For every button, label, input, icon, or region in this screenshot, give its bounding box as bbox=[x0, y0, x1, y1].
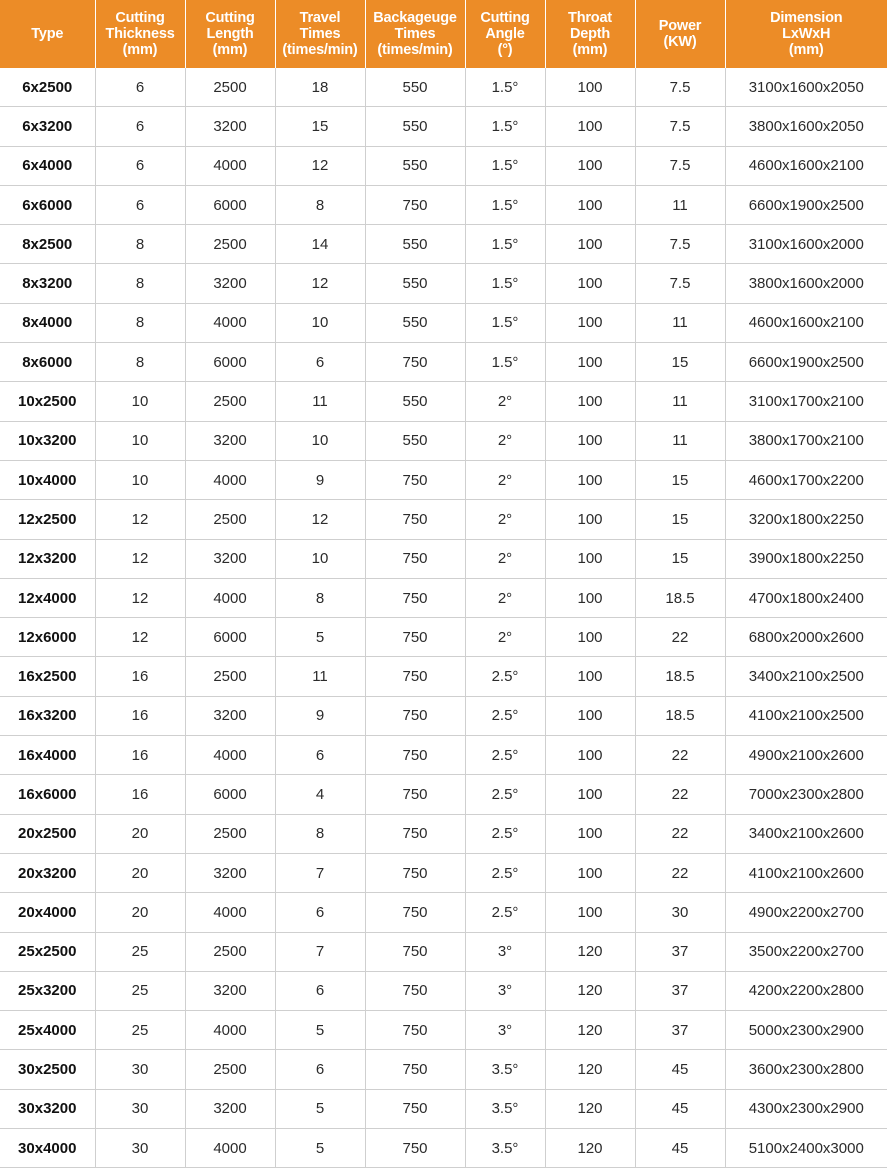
cell-backgauge-times: 750 bbox=[365, 814, 465, 853]
table-header bbox=[0, 0, 887, 68]
cell-power: 22 bbox=[635, 853, 725, 892]
cell-dimension: 4600x1600x2100 bbox=[725, 303, 887, 342]
cell-throat-depth: 100 bbox=[545, 107, 635, 146]
cell-cutting-length: 4000 bbox=[185, 893, 275, 932]
cell-type: 12x2500 bbox=[0, 500, 95, 539]
cell-type: 25x3200 bbox=[0, 971, 95, 1010]
cell-cutting-length: 2500 bbox=[185, 1050, 275, 1089]
cell-cutting-length: 6000 bbox=[185, 618, 275, 657]
cell-type: 6x6000 bbox=[0, 185, 95, 224]
header-cutting-length: Cutting Length (mm) bbox=[185, 0, 275, 68]
cell-travel-times: 9 bbox=[275, 460, 365, 499]
cell-cutting-length: 4000 bbox=[185, 1129, 275, 1168]
cell-cutting-angle: 1.5° bbox=[465, 343, 545, 382]
table-row bbox=[0, 1089, 887, 1128]
cell-type: 10x4000 bbox=[0, 460, 95, 499]
cell-backgauge-times: 550 bbox=[365, 68, 465, 107]
cell-travel-times: 15 bbox=[275, 107, 365, 146]
cell-throat-depth: 120 bbox=[545, 1011, 635, 1050]
table-row bbox=[0, 421, 887, 460]
table-row bbox=[0, 107, 887, 146]
cell-cutting-thickness: 25 bbox=[95, 1011, 185, 1050]
cell-dimension: 4600x1600x2100 bbox=[725, 146, 887, 185]
cell-travel-times: 12 bbox=[275, 500, 365, 539]
cell-power: 18.5 bbox=[635, 578, 725, 617]
cell-backgauge-times: 550 bbox=[365, 107, 465, 146]
cell-type: 25x2500 bbox=[0, 932, 95, 971]
cell-cutting-length: 4000 bbox=[185, 578, 275, 617]
cell-cutting-length: 3200 bbox=[185, 421, 275, 460]
cell-cutting-thickness: 6 bbox=[95, 107, 185, 146]
cell-cutting-angle: 2.5° bbox=[465, 696, 545, 735]
cell-cutting-thickness: 6 bbox=[95, 146, 185, 185]
cell-power: 7.5 bbox=[635, 146, 725, 185]
cell-cutting-thickness: 12 bbox=[95, 539, 185, 578]
cell-travel-times: 10 bbox=[275, 539, 365, 578]
cell-throat-depth: 100 bbox=[545, 657, 635, 696]
cell-dimension: 4300x2300x2900 bbox=[725, 1089, 887, 1128]
cell-cutting-thickness: 10 bbox=[95, 460, 185, 499]
table-row bbox=[0, 264, 887, 303]
cell-type: 30x2500 bbox=[0, 1050, 95, 1089]
cell-dimension: 3500x2200x2700 bbox=[725, 932, 887, 971]
cell-cutting-angle: 3.5° bbox=[465, 1050, 545, 1089]
header-travel-times: Travel Times (times/min) bbox=[275, 0, 365, 68]
cell-power: 11 bbox=[635, 303, 725, 342]
table-row bbox=[0, 382, 887, 421]
cell-throat-depth: 100 bbox=[545, 893, 635, 932]
cell-travel-times: 12 bbox=[275, 146, 365, 185]
cell-backgauge-times: 550 bbox=[365, 264, 465, 303]
cell-type: 30x4000 bbox=[0, 1129, 95, 1168]
cell-throat-depth: 100 bbox=[545, 146, 635, 185]
header-cutting-angle: Cutting Angle (°) bbox=[465, 0, 545, 68]
cell-cutting-angle: 2° bbox=[465, 618, 545, 657]
cell-throat-depth: 120 bbox=[545, 1050, 635, 1089]
cell-dimension: 7000x2300x2800 bbox=[725, 775, 887, 814]
cell-dimension: 4100x2100x2500 bbox=[725, 696, 887, 735]
cell-backgauge-times: 750 bbox=[365, 1011, 465, 1050]
cell-power: 7.5 bbox=[635, 225, 725, 264]
cell-throat-depth: 100 bbox=[545, 539, 635, 578]
cell-throat-depth: 100 bbox=[545, 736, 635, 775]
cell-backgauge-times: 550 bbox=[365, 146, 465, 185]
cell-type: 16x2500 bbox=[0, 657, 95, 696]
table-row bbox=[0, 1129, 887, 1168]
cell-cutting-length: 2500 bbox=[185, 68, 275, 107]
cell-backgauge-times: 750 bbox=[365, 736, 465, 775]
cell-cutting-thickness: 8 bbox=[95, 225, 185, 264]
cell-cutting-thickness: 6 bbox=[95, 185, 185, 224]
cell-backgauge-times: 750 bbox=[365, 932, 465, 971]
header-throat-depth: Throat Depth (mm) bbox=[545, 0, 635, 68]
cell-dimension: 3100x1600x2000 bbox=[725, 225, 887, 264]
cell-cutting-length: 2500 bbox=[185, 814, 275, 853]
cell-cutting-angle: 1.5° bbox=[465, 264, 545, 303]
table-row bbox=[0, 736, 887, 775]
cell-power: 45 bbox=[635, 1050, 725, 1089]
cell-travel-times: 8 bbox=[275, 185, 365, 224]
cell-type: 8x3200 bbox=[0, 264, 95, 303]
cell-cutting-length: 6000 bbox=[185, 775, 275, 814]
header-dimension: Dimension LxWxH (mm) bbox=[725, 0, 887, 68]
cell-cutting-thickness: 10 bbox=[95, 382, 185, 421]
cell-cutting-thickness: 10 bbox=[95, 421, 185, 460]
cell-cutting-thickness: 8 bbox=[95, 303, 185, 342]
table-row bbox=[0, 893, 887, 932]
cell-cutting-angle: 3° bbox=[465, 932, 545, 971]
cell-backgauge-times: 750 bbox=[365, 618, 465, 657]
cell-travel-times: 5 bbox=[275, 1011, 365, 1050]
cell-dimension: 4900x2200x2700 bbox=[725, 893, 887, 932]
cell-cutting-thickness: 16 bbox=[95, 657, 185, 696]
cell-type: 20x3200 bbox=[0, 853, 95, 892]
cell-throat-depth: 100 bbox=[545, 775, 635, 814]
cell-power: 30 bbox=[635, 893, 725, 932]
cell-power: 11 bbox=[635, 382, 725, 421]
cell-type: 16x3200 bbox=[0, 696, 95, 735]
cell-travel-times: 11 bbox=[275, 382, 365, 421]
cell-cutting-thickness: 30 bbox=[95, 1129, 185, 1168]
cell-throat-depth: 100 bbox=[545, 225, 635, 264]
cell-cutting-length: 4000 bbox=[185, 736, 275, 775]
cell-cutting-angle: 1.5° bbox=[465, 68, 545, 107]
cell-cutting-thickness: 20 bbox=[95, 893, 185, 932]
cell-cutting-length: 2500 bbox=[185, 932, 275, 971]
cell-cutting-thickness: 8 bbox=[95, 343, 185, 382]
cell-dimension: 4100x2100x2600 bbox=[725, 853, 887, 892]
cell-cutting-angle: 1.5° bbox=[465, 303, 545, 342]
cell-throat-depth: 100 bbox=[545, 421, 635, 460]
cell-throat-depth: 100 bbox=[545, 696, 635, 735]
cell-cutting-angle: 1.5° bbox=[465, 185, 545, 224]
cell-backgauge-times: 750 bbox=[365, 1129, 465, 1168]
cell-power: 22 bbox=[635, 814, 725, 853]
table-row bbox=[0, 932, 887, 971]
cell-throat-depth: 100 bbox=[545, 303, 635, 342]
cell-power: 11 bbox=[635, 421, 725, 460]
cell-cutting-length: 6000 bbox=[185, 343, 275, 382]
table-row bbox=[0, 343, 887, 382]
table-row bbox=[0, 500, 887, 539]
cell-travel-times: 10 bbox=[275, 303, 365, 342]
cell-throat-depth: 120 bbox=[545, 1089, 635, 1128]
cell-cutting-length: 3200 bbox=[185, 696, 275, 735]
cell-throat-depth: 100 bbox=[545, 814, 635, 853]
cell-throat-depth: 120 bbox=[545, 971, 635, 1010]
cell-dimension: 3800x1700x2100 bbox=[725, 421, 887, 460]
cell-power: 11 bbox=[635, 185, 725, 224]
table-row bbox=[0, 1011, 887, 1050]
cell-cutting-angle: 2° bbox=[465, 500, 545, 539]
table-row bbox=[0, 618, 887, 657]
cell-cutting-thickness: 16 bbox=[95, 696, 185, 735]
cell-cutting-length: 4000 bbox=[185, 460, 275, 499]
cell-dimension: 3200x1800x2250 bbox=[725, 500, 887, 539]
cell-cutting-angle: 1.5° bbox=[465, 107, 545, 146]
cell-cutting-thickness: 12 bbox=[95, 618, 185, 657]
cell-travel-times: 8 bbox=[275, 814, 365, 853]
cell-throat-depth: 100 bbox=[545, 185, 635, 224]
cell-throat-depth: 100 bbox=[545, 68, 635, 107]
cell-cutting-angle: 3° bbox=[465, 971, 545, 1010]
cell-throat-depth: 100 bbox=[545, 618, 635, 657]
cell-throat-depth: 120 bbox=[545, 932, 635, 971]
cell-backgauge-times: 750 bbox=[365, 1050, 465, 1089]
table-row bbox=[0, 1050, 887, 1089]
cell-type: 20x2500 bbox=[0, 814, 95, 853]
cell-cutting-angle: 2.5° bbox=[465, 853, 545, 892]
cell-cutting-angle: 1.5° bbox=[465, 225, 545, 264]
cell-backgauge-times: 750 bbox=[365, 460, 465, 499]
cell-type: 12x3200 bbox=[0, 539, 95, 578]
cell-power: 22 bbox=[635, 775, 725, 814]
table-row bbox=[0, 539, 887, 578]
header-type: Type bbox=[0, 0, 95, 68]
cell-backgauge-times: 550 bbox=[365, 382, 465, 421]
cell-cutting-thickness: 12 bbox=[95, 578, 185, 617]
cell-backgauge-times: 750 bbox=[365, 657, 465, 696]
cell-cutting-angle: 2° bbox=[465, 460, 545, 499]
cell-power: 37 bbox=[635, 971, 725, 1010]
cell-cutting-length: 3200 bbox=[185, 853, 275, 892]
cell-power: 22 bbox=[635, 736, 725, 775]
cell-type: 12x6000 bbox=[0, 618, 95, 657]
cell-throat-depth: 100 bbox=[545, 578, 635, 617]
cell-cutting-thickness: 12 bbox=[95, 500, 185, 539]
cell-cutting-length: 4000 bbox=[185, 1011, 275, 1050]
cell-backgauge-times: 750 bbox=[365, 893, 465, 932]
table-row bbox=[0, 225, 887, 264]
cell-power: 18.5 bbox=[635, 696, 725, 735]
cell-type: 10x3200 bbox=[0, 421, 95, 460]
cell-dimension: 5100x2400x3000 bbox=[725, 1129, 887, 1168]
cell-throat-depth: 100 bbox=[545, 264, 635, 303]
cell-travel-times: 4 bbox=[275, 775, 365, 814]
cell-backgauge-times: 550 bbox=[365, 421, 465, 460]
header-power: Power (KW) bbox=[635, 0, 725, 68]
cell-throat-depth: 100 bbox=[545, 853, 635, 892]
cell-travel-times: 18 bbox=[275, 68, 365, 107]
table-body bbox=[0, 68, 887, 1168]
cell-throat-depth: 120 bbox=[545, 1129, 635, 1168]
cell-cutting-angle: 2.5° bbox=[465, 814, 545, 853]
cell-throat-depth: 100 bbox=[545, 500, 635, 539]
cell-cutting-length: 2500 bbox=[185, 500, 275, 539]
cell-cutting-length: 2500 bbox=[185, 225, 275, 264]
cell-cutting-length: 3200 bbox=[185, 539, 275, 578]
cell-power: 7.5 bbox=[635, 264, 725, 303]
cell-backgauge-times: 550 bbox=[365, 303, 465, 342]
cell-cutting-angle: 3.5° bbox=[465, 1129, 545, 1168]
cell-dimension: 3900x1800x2250 bbox=[725, 539, 887, 578]
cell-dimension: 3400x2100x2500 bbox=[725, 657, 887, 696]
cell-type: 20x4000 bbox=[0, 893, 95, 932]
cell-power: 18.5 bbox=[635, 657, 725, 696]
table-row bbox=[0, 853, 887, 892]
cell-dimension: 3100x1700x2100 bbox=[725, 382, 887, 421]
cell-cutting-angle: 3.5° bbox=[465, 1089, 545, 1128]
cell-cutting-length: 4000 bbox=[185, 303, 275, 342]
table-row bbox=[0, 657, 887, 696]
cell-travel-times: 8 bbox=[275, 578, 365, 617]
cell-backgauge-times: 750 bbox=[365, 343, 465, 382]
cell-dimension: 3400x2100x2600 bbox=[725, 814, 887, 853]
cell-backgauge-times: 750 bbox=[365, 500, 465, 539]
cell-travel-times: 12 bbox=[275, 264, 365, 303]
cell-cutting-angle: 2.5° bbox=[465, 657, 545, 696]
cell-travel-times: 6 bbox=[275, 736, 365, 775]
cell-travel-times: 5 bbox=[275, 618, 365, 657]
cell-dimension: 4700x1800x2400 bbox=[725, 578, 887, 617]
cell-travel-times: 6 bbox=[275, 971, 365, 1010]
cell-dimension: 5000x2300x2900 bbox=[725, 1011, 887, 1050]
cell-cutting-angle: 2.5° bbox=[465, 736, 545, 775]
cell-power: 15 bbox=[635, 539, 725, 578]
cell-cutting-thickness: 8 bbox=[95, 264, 185, 303]
table-row bbox=[0, 696, 887, 735]
cell-power: 7.5 bbox=[635, 107, 725, 146]
cell-dimension: 4900x2100x2600 bbox=[725, 736, 887, 775]
table-row bbox=[0, 68, 887, 107]
cell-cutting-thickness: 16 bbox=[95, 775, 185, 814]
table-row bbox=[0, 460, 887, 499]
header-row bbox=[0, 0, 887, 68]
cell-travel-times: 6 bbox=[275, 893, 365, 932]
cell-type: 6x2500 bbox=[0, 68, 95, 107]
header-backgauge-times: Backageuge Times (times/min) bbox=[365, 0, 465, 68]
cell-power: 15 bbox=[635, 343, 725, 382]
cell-power: 7.5 bbox=[635, 68, 725, 107]
cell-cutting-thickness: 6 bbox=[95, 68, 185, 107]
cell-dimension: 6600x1900x2500 bbox=[725, 343, 887, 382]
cell-type: 10x2500 bbox=[0, 382, 95, 421]
cell-cutting-thickness: 25 bbox=[95, 971, 185, 1010]
cell-travel-times: 10 bbox=[275, 421, 365, 460]
cell-throat-depth: 100 bbox=[545, 343, 635, 382]
table-row bbox=[0, 814, 887, 853]
cell-cutting-angle: 2° bbox=[465, 382, 545, 421]
cell-dimension: 4200x2200x2800 bbox=[725, 971, 887, 1010]
cell-travel-times: 6 bbox=[275, 1050, 365, 1089]
cell-cutting-length: 6000 bbox=[185, 185, 275, 224]
table-row bbox=[0, 303, 887, 342]
cell-backgauge-times: 750 bbox=[365, 185, 465, 224]
cell-throat-depth: 100 bbox=[545, 460, 635, 499]
cell-cutting-thickness: 16 bbox=[95, 736, 185, 775]
cell-power: 37 bbox=[635, 932, 725, 971]
cell-cutting-angle: 2° bbox=[465, 578, 545, 617]
cell-dimension: 6800x2000x2600 bbox=[725, 618, 887, 657]
cell-travel-times: 7 bbox=[275, 932, 365, 971]
header-cutting-thickness: Cutting Thickness (mm) bbox=[95, 0, 185, 68]
cell-travel-times: 5 bbox=[275, 1089, 365, 1128]
cell-dimension: 3600x2300x2800 bbox=[725, 1050, 887, 1089]
cell-dimension: 3800x1600x2000 bbox=[725, 264, 887, 303]
cell-cutting-length: 4000 bbox=[185, 146, 275, 185]
cell-power: 37 bbox=[635, 1011, 725, 1050]
cell-type: 30x3200 bbox=[0, 1089, 95, 1128]
cell-travel-times: 6 bbox=[275, 343, 365, 382]
table-row bbox=[0, 185, 887, 224]
cell-type: 16x6000 bbox=[0, 775, 95, 814]
table-row bbox=[0, 775, 887, 814]
cell-cutting-angle: 2° bbox=[465, 539, 545, 578]
cell-type: 8x6000 bbox=[0, 343, 95, 382]
cell-power: 45 bbox=[635, 1089, 725, 1128]
cell-backgauge-times: 750 bbox=[365, 578, 465, 617]
cell-cutting-angle: 2.5° bbox=[465, 893, 545, 932]
cell-type: 16x4000 bbox=[0, 736, 95, 775]
cell-travel-times: 7 bbox=[275, 853, 365, 892]
cell-cutting-angle: 2.5° bbox=[465, 775, 545, 814]
cell-power: 15 bbox=[635, 460, 725, 499]
cell-type: 8x4000 bbox=[0, 303, 95, 342]
cell-cutting-length: 3200 bbox=[185, 1089, 275, 1128]
cell-cutting-thickness: 20 bbox=[95, 853, 185, 892]
cell-type: 6x3200 bbox=[0, 107, 95, 146]
table-row bbox=[0, 578, 887, 617]
cell-dimension: 3800x1600x2050 bbox=[725, 107, 887, 146]
cell-backgauge-times: 750 bbox=[365, 853, 465, 892]
cell-backgauge-times: 750 bbox=[365, 971, 465, 1010]
cell-travel-times: 9 bbox=[275, 696, 365, 735]
cell-backgauge-times: 750 bbox=[365, 1089, 465, 1128]
cell-power: 45 bbox=[635, 1129, 725, 1168]
cell-cutting-length: 3200 bbox=[185, 971, 275, 1010]
cell-cutting-length: 3200 bbox=[185, 107, 275, 146]
cell-backgauge-times: 750 bbox=[365, 539, 465, 578]
cell-dimension: 4600x1700x2200 bbox=[725, 460, 887, 499]
cell-travel-times: 11 bbox=[275, 657, 365, 696]
cell-backgauge-times: 750 bbox=[365, 775, 465, 814]
cell-cutting-angle: 1.5° bbox=[465, 146, 545, 185]
cell-cutting-angle: 3° bbox=[465, 1011, 545, 1050]
cell-backgauge-times: 750 bbox=[365, 696, 465, 735]
table-row bbox=[0, 971, 887, 1010]
cell-type: 8x2500 bbox=[0, 225, 95, 264]
cell-cutting-angle: 2° bbox=[465, 421, 545, 460]
cell-cutting-length: 2500 bbox=[185, 382, 275, 421]
cell-backgauge-times: 550 bbox=[365, 225, 465, 264]
table-row bbox=[0, 146, 887, 185]
cell-power: 15 bbox=[635, 500, 725, 539]
cell-cutting-length: 3200 bbox=[185, 264, 275, 303]
cell-cutting-thickness: 30 bbox=[95, 1050, 185, 1089]
cell-dimension: 3100x1600x2050 bbox=[725, 68, 887, 107]
cell-cutting-thickness: 20 bbox=[95, 814, 185, 853]
cell-cutting-thickness: 30 bbox=[95, 1089, 185, 1128]
cell-cutting-thickness: 25 bbox=[95, 932, 185, 971]
cell-type: 12x4000 bbox=[0, 578, 95, 617]
cell-travel-times: 14 bbox=[275, 225, 365, 264]
cell-power: 22 bbox=[635, 618, 725, 657]
cell-dimension: 6600x1900x2500 bbox=[725, 185, 887, 224]
cell-travel-times: 5 bbox=[275, 1129, 365, 1168]
cell-type: 25x4000 bbox=[0, 1011, 95, 1050]
cell-type: 6x4000 bbox=[0, 146, 95, 185]
cell-throat-depth: 100 bbox=[545, 382, 635, 421]
cell-cutting-length: 2500 bbox=[185, 657, 275, 696]
